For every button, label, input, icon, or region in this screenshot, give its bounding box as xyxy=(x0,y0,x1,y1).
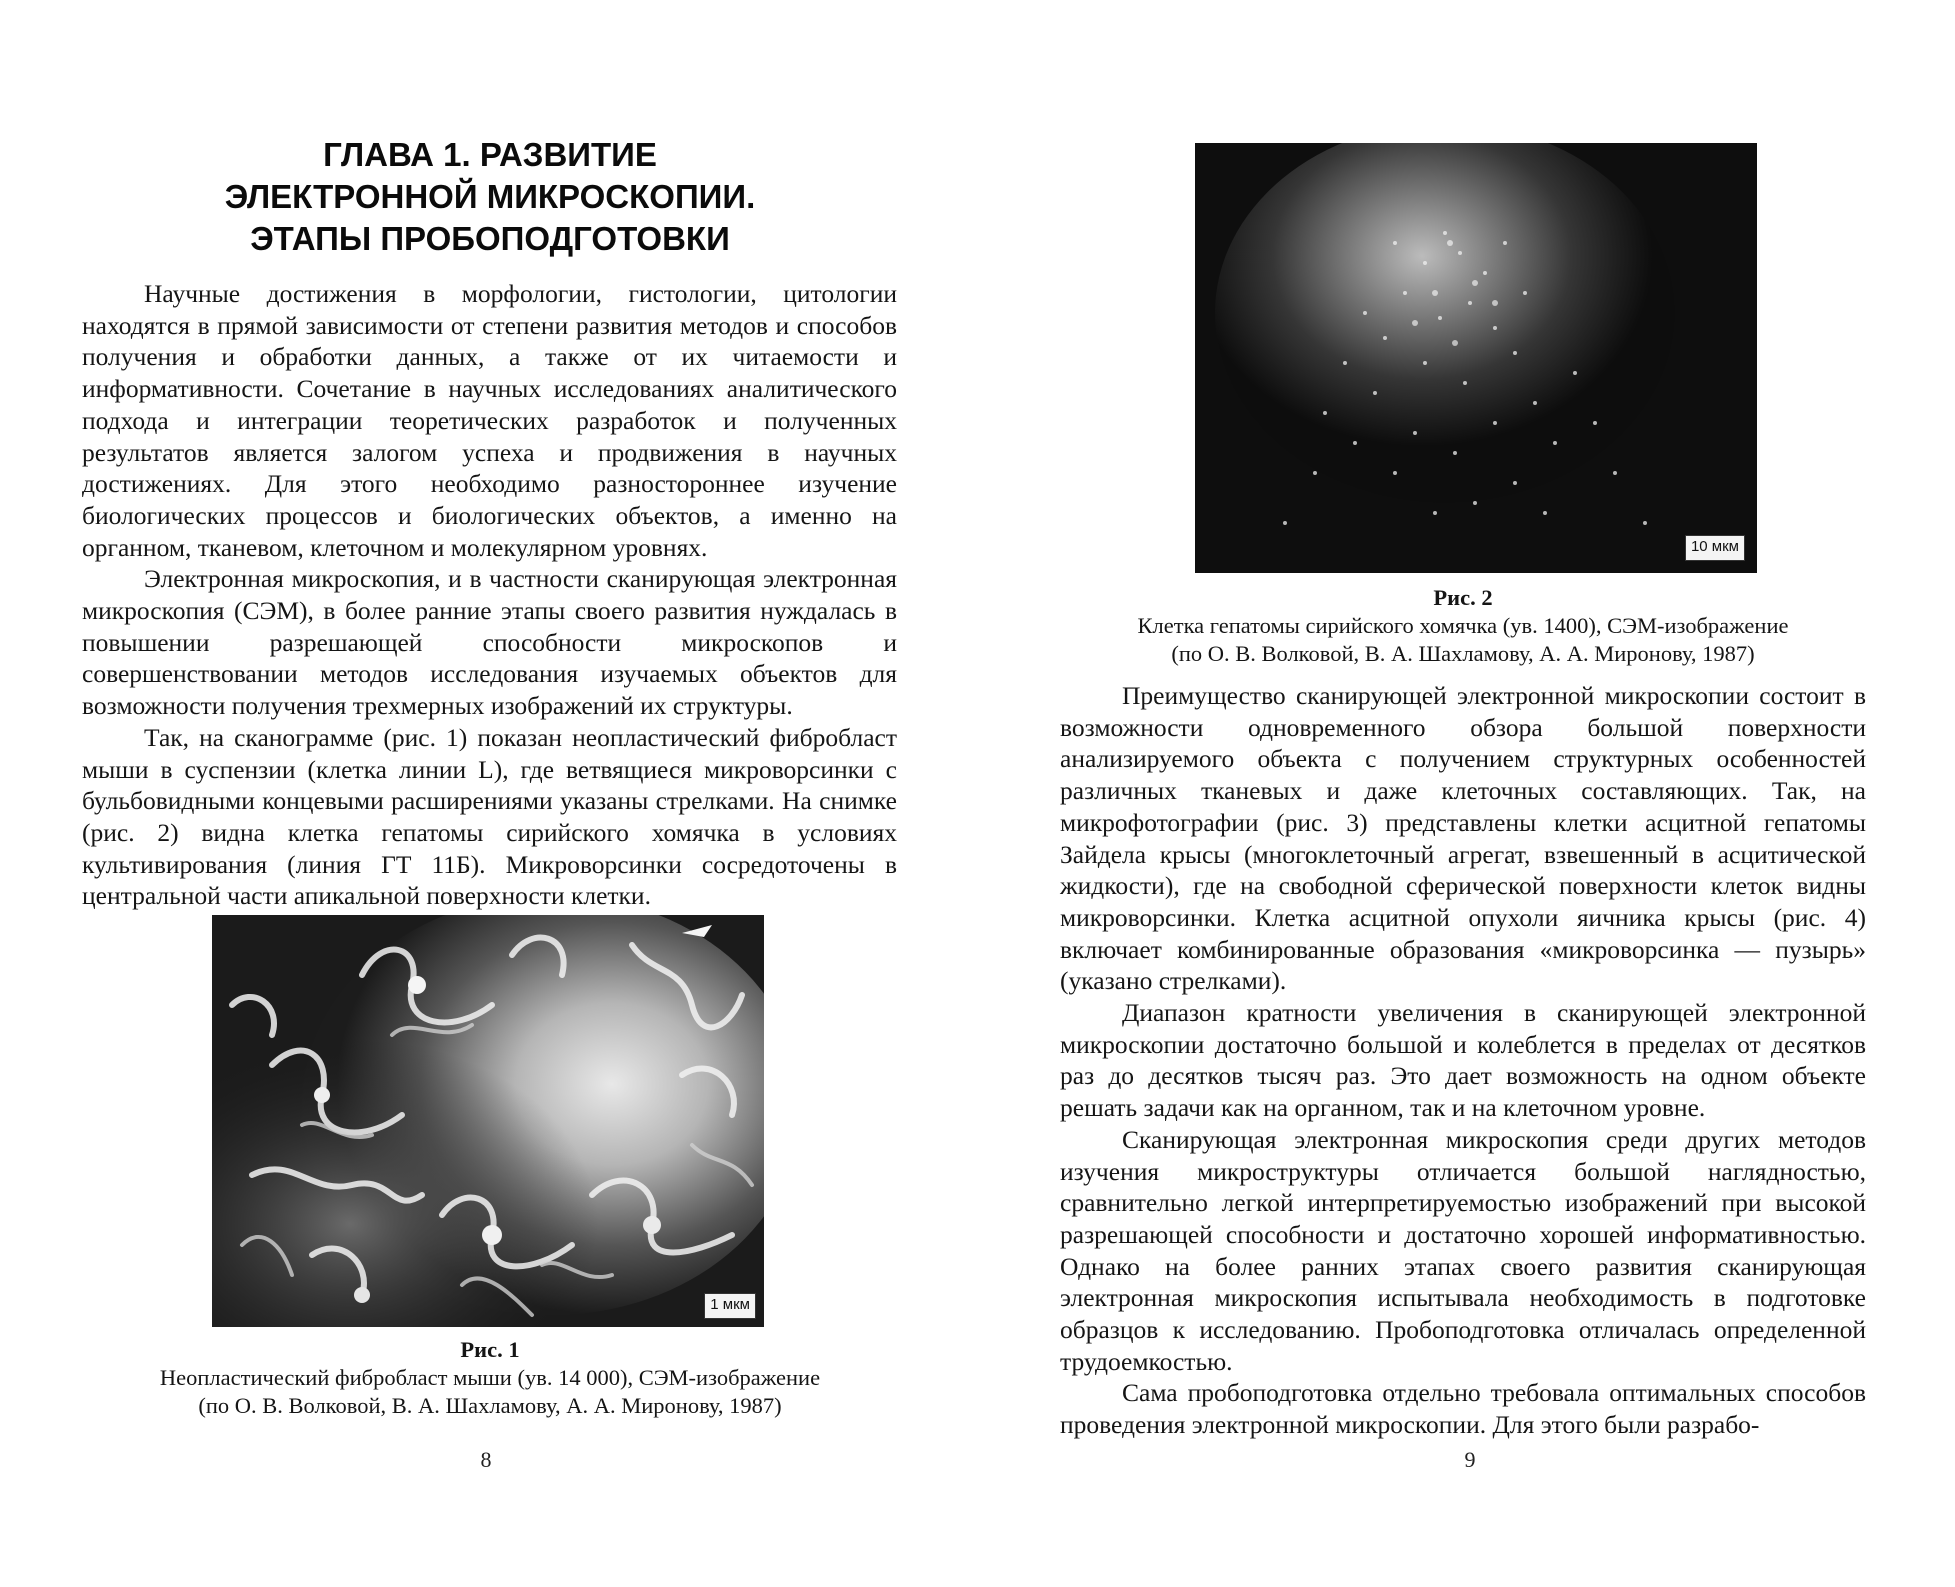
paragraph: Электронная микроскопия, и в частности сканирующая электронная микроскопия (СЭМ), в более ранние этапы своего развития нуждалась в повышении разрешающей способности микроскопов и совершенствовании методов исследования изучаемых объектов для возможности получения трехмерных изображений их структуры. xyxy=(82,564,897,721)
paragraph: Сама пробоподготовка отдельно требовала оптимальных способов проведения электронной микроскопии. Для этого были разрабо- xyxy=(1060,1378,1866,1440)
right-page xyxy=(978,0,1955,1587)
paragraph: Диапазон кратности увеличения в сканирующей электронной микроскопии достаточно большой и колеблется в пределах от десятков раз до десятков тысяч раз. Это дает возможность на одном объекте решать задачи как на органном, так и на клеточном уровне. xyxy=(1060,998,1866,1123)
figure-label: Рис. 2 xyxy=(1433,585,1493,610)
caption-line: (по О. В. Волковой, В. А. Шахламову, А. А. Миронову, 1987) xyxy=(1171,641,1755,666)
figure-label: Рис. 1 xyxy=(460,1337,520,1362)
fibroblast-micrograph xyxy=(212,915,764,1327)
chapter-title-line: ЭТАПЫ ПРОБОПОДГОТОВКИ xyxy=(250,220,730,257)
chapter-title xyxy=(80,134,900,260)
caption-line: Неопластический фибробласт мыши (ув. 14 000), СЭМ-изображение xyxy=(159,1365,821,1390)
left-body-text xyxy=(82,278,897,912)
paragraph: Так, на сканограмме (рис. 1) показан неопластический фибробласт мыши в суспензии (клетка линии L), где ветвящиеся микроворсинки с бульбовидными концевыми расширениями указаны стрелками. На снимке (рис. 2) видна клетка гепатомы сирийского хомячка в условиях культивирования (линия ГТ 11Б). Микроворсинки сосредоточены в центральной части апикальной поверхности клетки. xyxy=(82,722,897,911)
figure-1-sem-image xyxy=(212,915,764,1327)
paragraph: Научные достижения в морфологии, гистологии, цитологии находятся в прямой зависимости от степени развития методов и способов получения и обработки данных, а также от их читаемости и информативности. Сочетание в научных исследованиях аналитического подхода и интеграции теоретических разработок и полученных результатов является залогом успеха и продвижения в научных достижениях. Для этого необходимо разностороннее изучение биологических процессов и биологических объектов, а именно на органном, тканевом, клеточном и молекулярном уровнях. xyxy=(82,279,897,562)
paragraph: Преимущество сканирующей электронной микроскопии состоит в возможности одновременного обзора большой поверхности анализируемого объекта с получением структурных особенностей различных тканевых и даже клеточных составляющих. Так, на микрофотографии (рис. 3) представлены клетки асцитной гепатомы Зайдела крысы (многоклеточный агрегат, взвешенный в асцитической жидкости), где на свободной сферической поверхности клеток видны микроворсинки. Клетка асцитной опухоли яичника крысы (рис. 4) включает комбинированные образования «микроворсинка — пузырь» (указано стрелками). xyxy=(1060,681,1866,996)
figure-1-caption xyxy=(100,1336,880,1420)
hepatoma-cell-micrograph xyxy=(1195,143,1757,573)
chapter-title-line: ГЛАВА 1. РАЗВИТИЕ xyxy=(323,136,657,173)
chapter-title-line: ЭЛЕКТРОННОЙ МИКРОСКОПИИ. xyxy=(224,178,756,215)
right-body-text xyxy=(1060,680,1866,1441)
page-number: 9 xyxy=(1464,1447,1476,1472)
caption-line: (по О. В. Волковой, В. А. Шахламову, А. А. Миронову, 1987) xyxy=(198,1393,782,1418)
paragraph: Сканирующая электронная микроскопия среди других методов изучения микроструктуры отличается большой наглядностью, сравнительно легкой интерпретируемостью изображений при высокой разрешающей способности и достаточно хорошей информативностью. Однако на более ранних этапах своего развития сканирующая электронная микроскопия испытывала необходимость в подготовке образцов к исследованию. Пробоподготовка отличалась определенной трудоемкостью. xyxy=(1060,1124,1866,1376)
figure-2-caption xyxy=(1060,584,1866,668)
scale-bar: 10 мкм xyxy=(1685,535,1745,561)
figure-2-sem-image xyxy=(1195,143,1757,573)
page-number: 8 xyxy=(480,1447,492,1472)
caption-line: Клетка гепатомы сирийского хомячка (ув. 1400), СЭМ-изображение xyxy=(1137,613,1789,638)
scale-bar: 1 мкм xyxy=(704,1293,756,1319)
